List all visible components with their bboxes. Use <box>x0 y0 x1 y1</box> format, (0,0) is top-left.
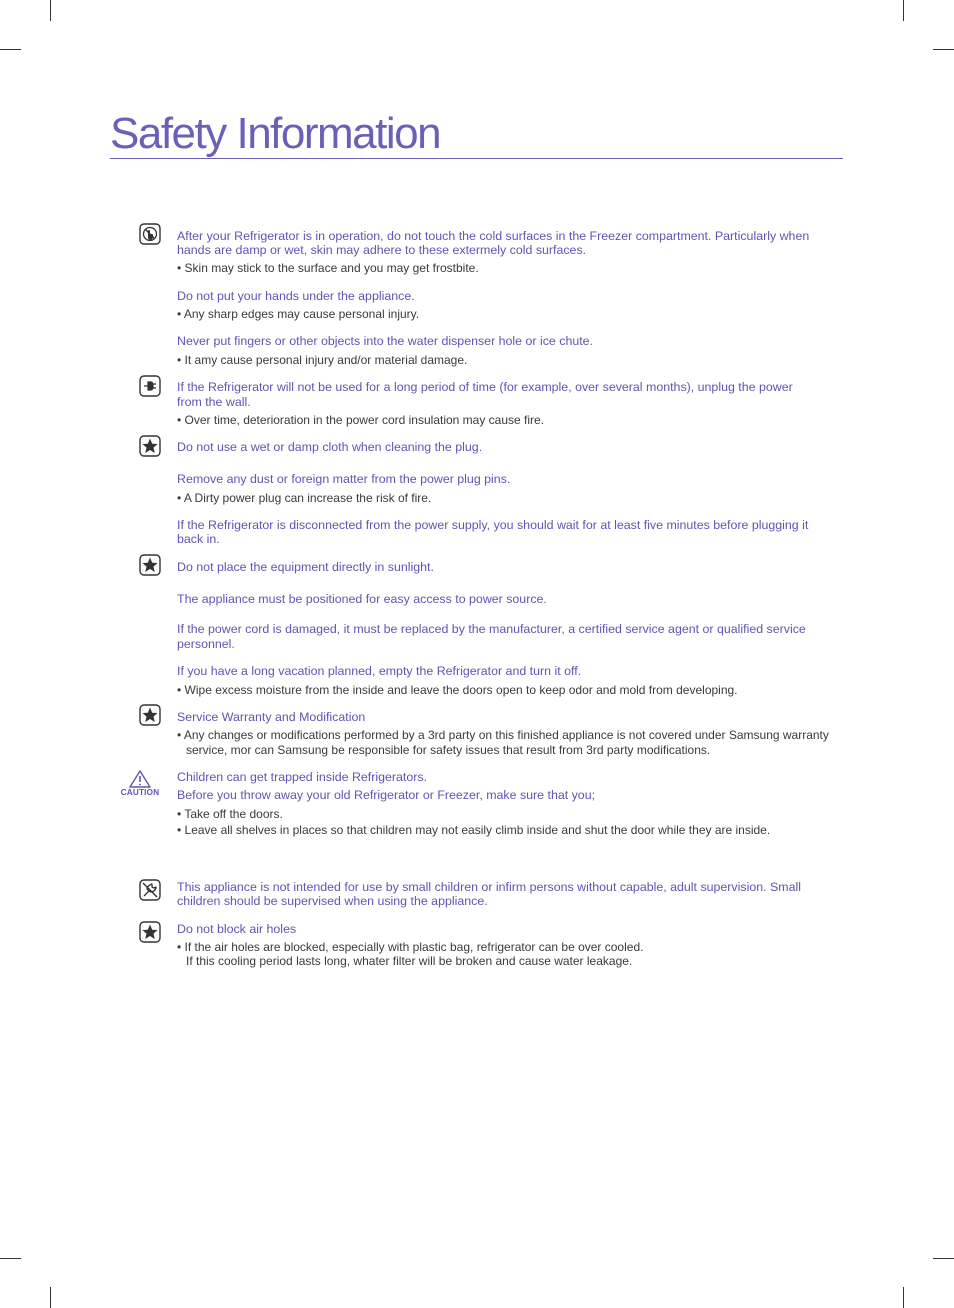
bullet-text: • Leave all shelves in places so that children may not easily climb inside and shut the door while they are inside. <box>177 823 771 837</box>
warning-heading: from the wall. <box>177 395 251 409</box>
crop-mark-top-left-v <box>50 0 51 21</box>
bullet-text: • Over time, deterioration in the power cord insulation may cause fire. <box>177 413 545 427</box>
caution-heading: Before you throw away your old Refrigerator or Freezer, make sure that you; <box>177 788 596 802</box>
bullet-text: If this cooling period lasts long, whater filter will be broken and cause water leakage. <box>186 954 633 968</box>
star-icon <box>139 435 161 457</box>
warning-heading: Do not block air holes <box>177 922 297 936</box>
crop-mark-top-left-h <box>0 49 21 50</box>
bullet-text: • Wipe excess moisture from the inside and leave the doors open to keep odor and mold from developing. <box>177 683 738 697</box>
no-disassembly-icon <box>139 879 161 901</box>
warning-heading: Remove any dust or foreign matter from the power plug pins. <box>177 472 511 486</box>
crop-mark-bottom-right-v <box>903 1287 904 1308</box>
unplug-icon <box>139 375 161 397</box>
crop-mark-top-right-v <box>903 0 904 21</box>
warning-heading: Do not use a wet or damp cloth when cleaning the plug. <box>177 440 483 454</box>
warning-heading: If the Refrigerator is disconnected from the power supply, you should wait for at least five minutes before plugging it <box>177 518 809 532</box>
caution-icon <box>118 770 162 802</box>
warning-heading: personnel. <box>177 637 235 651</box>
crop-mark-bottom-left-h <box>0 1258 21 1259</box>
bullet-text: • Skin may stick to the surface and you may get frostbite. <box>177 261 479 275</box>
caution-label: CAUTION <box>120 788 160 797</box>
star-icon <box>139 554 161 576</box>
warning-heading: hands are damp or wet, skin may adhere to these extermely cold surfaces. <box>177 243 587 257</box>
star-icon <box>139 921 161 943</box>
warning-heading: If the power cord is damaged, it must be replaced by the manufacturer, a certified service agent or qualified service <box>177 622 806 636</box>
title-divider <box>110 158 843 159</box>
bullet-text: • Any sharp edges may cause personal injury. <box>177 307 420 321</box>
crop-mark-top-right-h <box>933 49 954 50</box>
warning-heading: Do not place the equipment directly in sunlight. <box>177 560 434 574</box>
bullet-text: • Any changes or modifications performed by a 3rd party on this finished appliance is not covered under Samsung warranty <box>177 728 829 742</box>
warning-heading: Do not put your hands under the appliance. <box>177 289 415 303</box>
crop-mark-bottom-left-v <box>50 1287 51 1308</box>
caution-heading: Children can get trapped inside Refrigerators. <box>177 770 428 784</box>
warning-heading: If you have a long vacation planned, empty the Refrigerator and turn it off. <box>177 664 582 678</box>
bullet-text: • A Dirty power plug can increase the risk of fire. <box>177 491 432 505</box>
warning-heading: children should be supervised when using the appliance. <box>177 894 488 908</box>
warning-heading: If the Refrigerator will not be used for a long period of time (for example, over several months), unplug the power <box>177 380 793 394</box>
warning-heading: back in. <box>177 532 220 546</box>
star-icon <box>139 704 161 726</box>
bullet-text: service, mor can Samsung be responsible for safety issues that result from 3rd party modifications. <box>186 743 711 757</box>
warning-heading: After your Refrigerator is in operation, do not touch the cold surfaces in the Freezer compartment. Particularly when <box>177 229 810 243</box>
warning-heading: Never put fingers or other objects into the water dispenser hole or ice chute. <box>177 334 593 348</box>
bullet-text: • Take off the doors. <box>177 807 283 821</box>
no-touch-icon <box>139 223 161 245</box>
warning-heading: Service Warranty and Modification <box>177 710 366 724</box>
warning-heading: The appliance must be positioned for easy access to power source. <box>177 592 547 606</box>
crop-mark-bottom-right-h <box>933 1258 954 1259</box>
bullet-text: • If the air holes are blocked, especially with plastic bag, refrigerator can be over cooled. <box>177 940 644 954</box>
bullet-text: • It amy cause personal injury and/or material damage. <box>177 353 468 367</box>
page-title: Safety Information <box>110 109 441 158</box>
warning-heading: This appliance is not intended for use by small children or infirm persons without capable, adult supervision. Small <box>177 880 801 894</box>
